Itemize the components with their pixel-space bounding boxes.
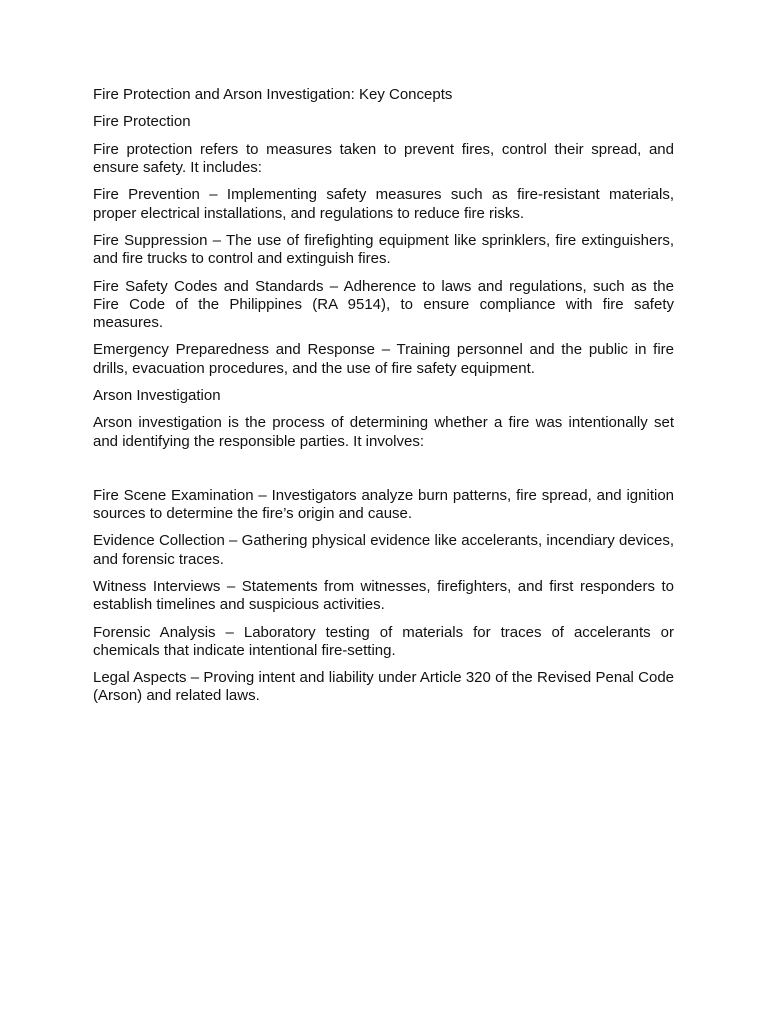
item-forensic-analysis: Forensic Analysis – Laboratory testing of materials for traces of accelerants or chemicals that indicate intentional fire-setting.: [93, 623, 674, 659]
item-fire-scene-examination: Fire Scene Examination – Investigators analyze burn patterns, fire spread, and ignition sources to determine the fire’s origin and cause.: [93, 486, 674, 522]
document-page: [93, 86, 674, 715]
item-evidence-collection: Evidence Collection – Gathering physical evidence like accelerants, incendiary devices, and forensic traces.: [93, 532, 674, 568]
section-heading-fire-protection: Fire Protection: [93, 113, 191, 131]
section-intro-fire-protection: Fire protection refers to measures taken to prevent fires, control their spread, and ensure safety. It includes:: [93, 140, 674, 176]
item-fire-suppression: Fire Suppression – The use of firefighting equipment like sprinklers, fire extinguishers, and fire trucks to control and extinguish fires.: [93, 231, 674, 268]
item-fire-prevention: Fire Prevention – Implementing safety measures such as fire-resistant materials, proper electrical installations, and regulations to reduce fire risks.: [93, 186, 674, 222]
item-witness-interviews: Witness Interviews – Statements from witnesses, firefighters, and first responders to establish timelines and suspicious activities.: [93, 577, 674, 614]
item-emergency-preparedness: Emergency Preparedness and Response – Training personnel and the public in fire drills, evacuation procedures, and the use of fire safety equipment.: [93, 341, 674, 377]
item-fire-safety-codes: Fire Safety Codes and Standards – Adherence to laws and regulations, such as the Fire Code of the Philippines (RA 9514), to ensure compliance with fire safety measures.: [93, 277, 674, 331]
document-title: Fire Protection and Arson Investigation: Key Concepts: [93, 86, 453, 103]
section-intro-arson-investigation: Arson investigation is the process of determining whether a fire was intentionally set and identifying the responsible parties. It involves:: [93, 414, 674, 450]
item-legal-aspects: Legal Aspects – Proving intent and liability under Article 320 of the Revised Penal Code (Arson) and related laws.: [93, 669, 674, 705]
section-heading-arson-investigation: Arson Investigation: [93, 386, 221, 404]
